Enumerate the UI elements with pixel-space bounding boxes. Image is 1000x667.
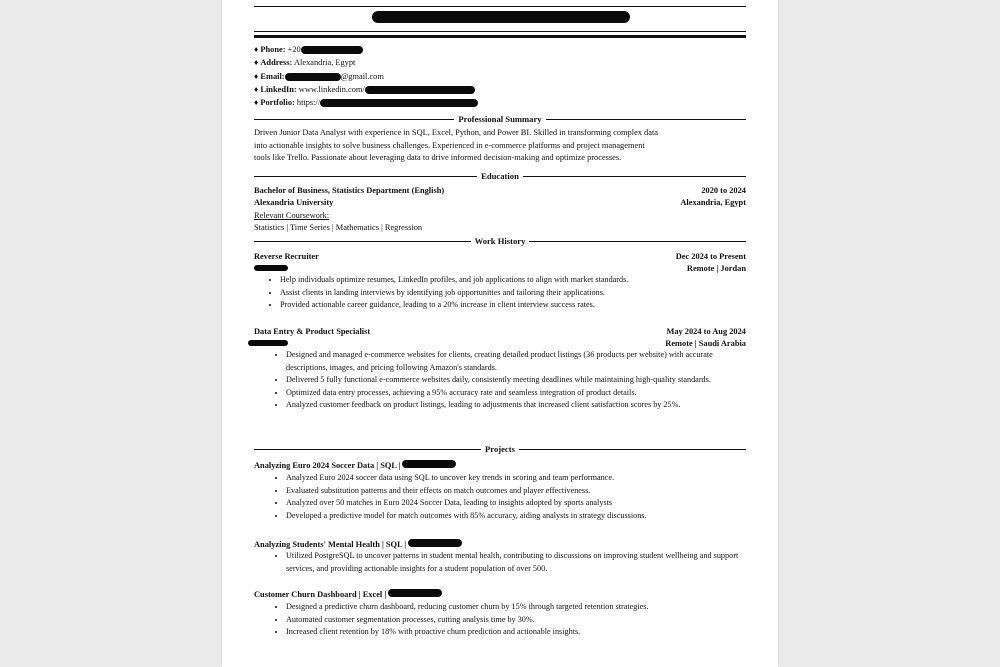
summary-text: Driven Junior Data Analyst with experience in SQL, Excel, Python, and Power BI. Skilled in transforming complex data into actionable insights to solve business challenges. Experienced in e-commerce platforms and project management tools like Trello. Passionate about leveraging data to drive informed decision-making and optimize processes. bbox=[254, 128, 659, 162]
header-top-rule bbox=[254, 6, 746, 7]
education-coursework-label: Relevant Coursework: bbox=[254, 211, 330, 220]
list-item: • Designed a predictive churn dashboard, reducing customer churn by 15% through targeted retention strategies. bbox=[286, 601, 754, 614]
job-2-title-row: Data Entry & Product Specialist May 2024 to Aug 2024 bbox=[254, 327, 746, 336]
contact-phone: ♦ Phone: +20 bbox=[254, 44, 363, 56]
job-2-bullets bbox=[274, 349, 754, 412]
header-thick-rule bbox=[254, 35, 746, 38]
resume-page bbox=[222, 0, 778, 667]
contact-address: ♦ Address: Alexandria, Egypt bbox=[254, 58, 356, 67]
education-degree-row: Bachelor of Business, Statistics Department (English) 2020 to 2024 bbox=[254, 186, 746, 195]
project-3-bullets bbox=[274, 601, 754, 639]
list-item: • Increased client retention by 18% with proactive churn prediction and actionable insights. bbox=[286, 626, 754, 639]
list-item: • Assist clients in landing interviews by identifying job opportunities and tailoring their applications. bbox=[280, 287, 754, 300]
contact-portfolio: ♦ Portfolio: https:// bbox=[254, 97, 478, 109]
list-item: • Help individuals optimize resumes, LinkedIn profiles, and job applications to align with market standards. bbox=[280, 274, 754, 287]
project-2-title: Analyzing Students' Mental Health | SQL | bbox=[254, 539, 746, 550]
list-item: • Analyzed over 50 matches in Euro 2024 Soccer Data, leading to insights adopted by sports analysts bbox=[286, 497, 754, 510]
list-item: • Analyzed customer feedback on product listings, leading to adjustments that increased client satisfaction scores by 25%. bbox=[286, 399, 754, 412]
list-item: • Evaluated substitution patterns and their effects on match outcomes and player effectiveness. bbox=[286, 485, 754, 498]
list-item: • Delivered 5 fully functional e-commerce websites daily, consistently meeting deadlines while maintaining high-quality standards. bbox=[286, 374, 754, 387]
summary-heading: Professional Summary bbox=[254, 113, 746, 125]
job-2-location: Remote | Saudi Arabia bbox=[665, 339, 746, 348]
job-1-title-row: Reverse Recruiter Dec 2024 to Present bbox=[254, 252, 746, 261]
job-1-location: Remote | Jordan bbox=[686, 264, 746, 273]
list-item: • Optimized data entry processes, achieving a 95% accuracy rate and seamless integration of product details. bbox=[286, 387, 754, 400]
list-item: • Designed and managed e-commerce websites for clients, creating detailed product listings (36 products per website) with accurate descriptions, images, and pricing following Amazon's standards. bbox=[286, 349, 754, 374]
education-coursework: Statistics | Time Series | Mathematics | Regression bbox=[254, 223, 423, 232]
contact-linkedin: ♦ LinkedIn: www.linkedin.com/ bbox=[254, 84, 475, 96]
redacted-link-3 bbox=[388, 589, 442, 597]
redacted-linkedin bbox=[365, 86, 475, 94]
project-3-title: Customer Churn Dashboard | Excel | bbox=[254, 589, 746, 600]
project-2-bullets bbox=[274, 550, 754, 575]
list-item: • Utilized PostgreSQL to uncover patterns in student mental health, contributing to discussions on improving student wellbeing and support services, and providing actionable insights for a student population of over 500. bbox=[286, 550, 754, 575]
job-1-bullets bbox=[268, 274, 754, 312]
header-rule bbox=[254, 31, 746, 32]
list-item: • Analyzed Euro 2024 soccer data using SQL to uncover key trends in scoring and team performance. bbox=[286, 472, 754, 485]
list-item: • Developed a predictive model for match outcomes with 85% accuracy, aiding analysts in strategy discussions. bbox=[286, 510, 754, 523]
redacted-phone bbox=[301, 46, 363, 54]
work-heading: Work History bbox=[254, 235, 746, 247]
contact-email: ♦ Email: @gmail.com bbox=[254, 72, 384, 81]
list-item: • Automated customer segmentation processes, cutting analysis time by 30%. bbox=[286, 614, 754, 627]
redacted-name bbox=[372, 11, 630, 23]
redacted-email bbox=[285, 73, 341, 81]
redacted-portfolio bbox=[320, 99, 478, 107]
redacted-link-1 bbox=[402, 460, 456, 468]
project-1-title: Analyzing Euro 2024 Soccer Data | SQL | bbox=[254, 460, 746, 471]
projects-heading: Projects bbox=[254, 443, 746, 455]
project-1-bullets bbox=[274, 472, 754, 522]
redacted-link-2 bbox=[408, 539, 462, 547]
education-school-row: Alexandria University Alexandria, Egypt bbox=[254, 198, 746, 207]
list-item: • Provided actionable career guidance, leading to a 20% increase in client interview success rates. bbox=[280, 299, 754, 312]
education-heading: Education bbox=[254, 170, 746, 182]
